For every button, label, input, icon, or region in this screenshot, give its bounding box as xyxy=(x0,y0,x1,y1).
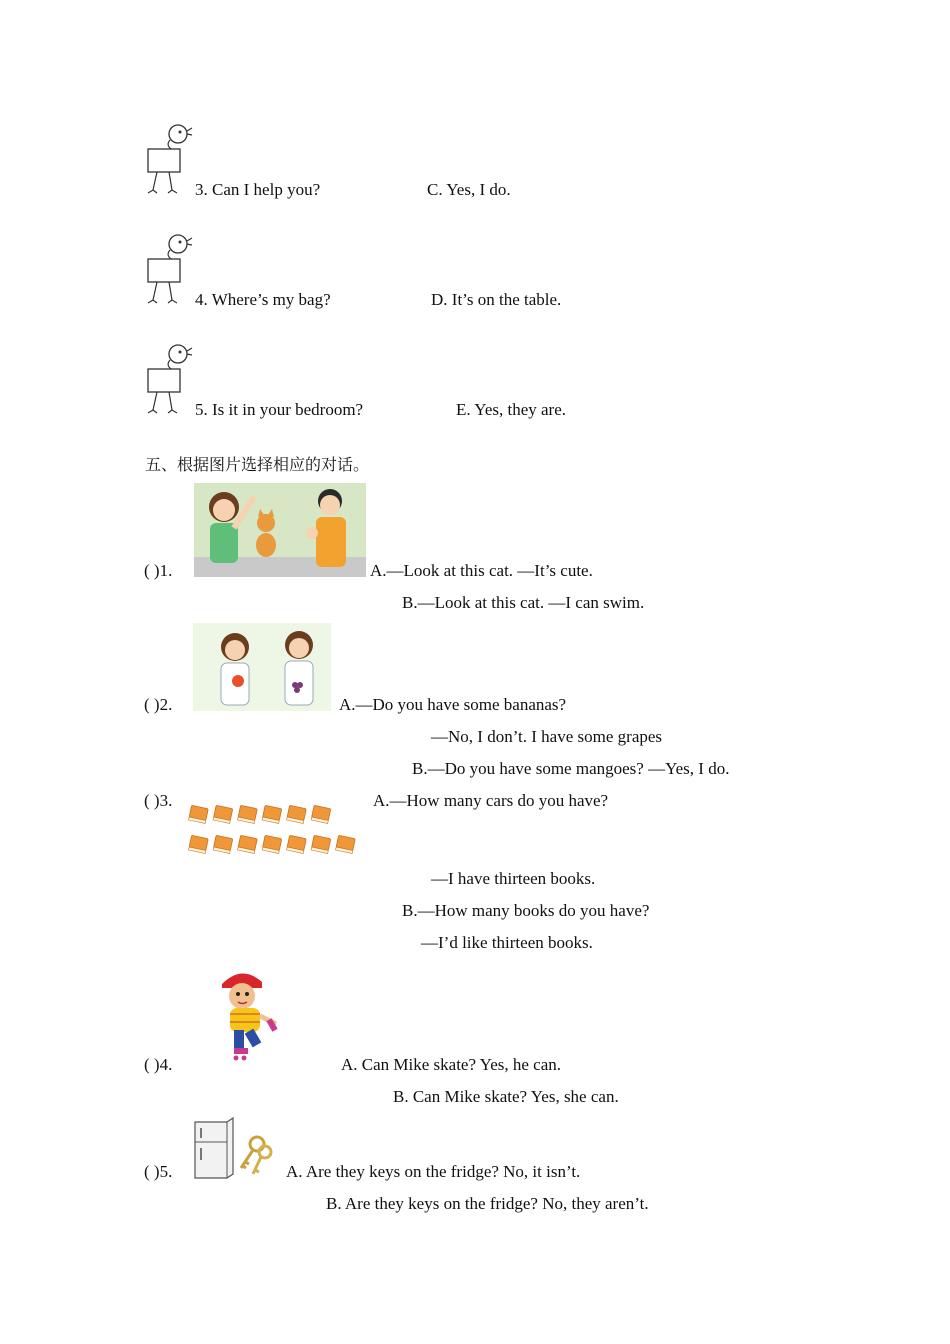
book-icon xyxy=(311,805,331,823)
book-icon xyxy=(213,835,233,853)
matching-answer-d: D. It’s on the table. xyxy=(431,290,562,309)
book-icon xyxy=(262,835,282,853)
q3-option-a: A.—How many cars do you have? xyxy=(373,791,609,810)
q2-option-b: B.—Do you have some mangoes? —Yes, I do. xyxy=(412,759,730,778)
q3-option-b-reply: —I’d like thirteen books. xyxy=(421,933,593,952)
book-icon xyxy=(189,805,209,823)
kids-with-cat-picture xyxy=(194,483,366,577)
book-icon xyxy=(189,835,209,853)
book-icon xyxy=(311,835,331,853)
q5-option-b: B. Are they keys on the fridge? No, they aren’t. xyxy=(326,1194,649,1213)
book-icon xyxy=(262,805,282,823)
q4-number: ( )4. xyxy=(144,1055,173,1074)
q1-option-b: B.—Look at this cat. —I can swim. xyxy=(402,593,645,612)
fridge-keys-picture xyxy=(193,1116,275,1180)
thirteen-books-picture xyxy=(188,804,360,858)
matching-answer-e: E. Yes, they are. xyxy=(456,400,567,419)
q2-number: ( )2. xyxy=(144,695,173,714)
matching-question-5: 5. Is it in your bedroom? xyxy=(195,400,364,419)
q3-option-b: B.—How many books do you have? xyxy=(402,901,650,920)
q3-option-a-reply: —I have thirteen books. xyxy=(431,869,596,888)
matching-question-4: 4. Where’s my bag? xyxy=(195,290,331,309)
book-icon xyxy=(336,835,356,853)
q1-option-a: A.—Look at this cat. —It’s cute. xyxy=(370,561,593,580)
book-icon xyxy=(287,805,307,823)
q5-number: ( )5. xyxy=(144,1162,173,1181)
bird-sign-icon xyxy=(143,232,193,304)
bird-sign-icon xyxy=(143,342,193,414)
matching-answer-c: C. Yes, I do. xyxy=(427,180,511,199)
bird-sign-icon xyxy=(143,122,193,194)
q3-number: ( )3. xyxy=(144,791,173,810)
skating-boy-picture xyxy=(216,966,284,1064)
book-icon xyxy=(287,835,307,853)
q2-option-a: A.—Do you have some bananas? xyxy=(339,695,567,714)
q2-option-a-reply: —No, I don’t. I have some grapes xyxy=(431,727,663,746)
book-icon xyxy=(213,805,233,823)
matching-question-3: 3. Can I help you? xyxy=(195,180,321,199)
book-icon xyxy=(238,805,258,823)
q4-option-a: A. Can Mike skate? Yes, he can. xyxy=(341,1055,562,1074)
kids-with-fruit-picture xyxy=(193,623,331,711)
book-icon xyxy=(238,835,258,853)
q5-option-a: A. Are they keys on the fridge? No, it isn’t. xyxy=(286,1162,581,1181)
q4-option-b: B. Can Mike skate? Yes, she can. xyxy=(393,1087,619,1106)
section-heading: 五、根据图片选择相应的对话。 xyxy=(145,455,370,474)
q1-number: ( )1. xyxy=(144,561,173,580)
